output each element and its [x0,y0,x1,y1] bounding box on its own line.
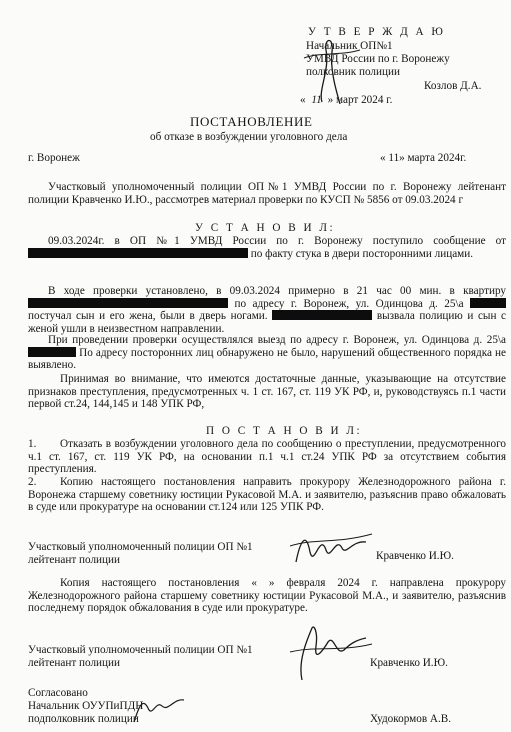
approval-date: « 11 » март 2024 г. [300,94,393,106]
signature1-position: Участковый уполномоченный полиции ОП №1 [28,541,253,553]
approval-name: Козлов Д.А. [424,80,482,92]
signature2-name: Кравченко И.Ю. [370,657,448,669]
established-label: У С Т А Н О В И Л: [195,222,336,234]
resolved-label: П О С Т А Н О В И Л: [206,425,363,437]
document-title: ПОСТАНОВЛЕНИЕ [190,114,313,129]
resolved-item-2: 2. Копию настоящего постановления направить прокурору Железнодорожного района г. Воронежа старшему советнику юстиции Рукасовой М.А. и заявителю, разъяснив право обжаловать в суде или прокуратуре на основании ст.124 или 125 УПК РФ. [28,476,506,514]
established-paragraph-1: 09.03.2024г. в ОП №1 УМВД России по г. Воронежу поступило сообщение от по факту стука в двери посторонними лицами. [28,235,506,260]
document-city: г. Воронеж [28,152,80,164]
redaction [28,347,76,357]
signature1-signature [286,522,376,572]
agreed-rank: подполковник полиции [28,713,139,725]
signature1-name: Кравченко И.Ю. [376,550,454,562]
signature2-position: Участковый уполномоченный полиции ОП №1 [28,644,253,656]
document-subtitle: об отказе в возбуждении уголовного дела [150,131,348,143]
established-paragraph-4: Принимая во внимание, что имеются достаточные данные, указывающие на отсутствие признаков преступления, предусмотренных ч. 1 ст. 167, ст. 119 УК РФ, и, руководствуясь п.1 части первой ст.24, 144,145 и 148 УПК РФ, [28,373,506,411]
document-date: « 11» марта 2024г. [380,152,467,164]
redaction [28,248,248,258]
approval-rank: полковник полиции [306,66,400,78]
copy-note: Копия настоящего постановления « » февраля 2024 г. направлена прокурору Железнодорожного района старшему советнику юстиции Рукасовой М.А., и заявителю, разъяснив последнему порядок обжалования в суде или прокуратуре. [28,577,506,615]
signature2-signature [284,622,374,684]
established-paragraph-3: При проведении проверки осуществлялся выезд по адресу г. Воронеж, ул. Одинцова д. 25\а По адресу посторонних лиц обнаружено не было, нарушений общественного порядка не выявлено. [28,334,506,372]
redaction [28,298,228,308]
signature1-rank: лейтенант полиции [28,554,120,566]
resolved-item-1: 1. Отказать в возбуждении уголовного дела по сообщению о преступлении, предусмотренного ч.1 ст. 167, ст. 119 УК РФ, на основании п.1 ч.1 ст.24 УПК РФ за отсутствием события преступления. [28,438,506,476]
agreed-name: Худокормов А.В. [370,713,452,725]
agreed-signature [128,686,188,728]
signature2-rank: лейтенант полиции [28,657,120,669]
intro-paragraph: Участковый уполномоченный полиции ОП№1 УМВД России по г. Воронежу лейтенант полиции Кравченко И.Ю., рассмотрев материал проверки по КУСП № 5856 от 09.03.2024 г [28,181,506,206]
approval-signature [300,30,380,110]
agreed-label: Согласовано [28,687,88,699]
approval-word: У Т В Е Р Ж Д А Ю [308,26,446,38]
redaction [470,298,506,308]
approval-department: УМВД России по г. Воронежу [306,53,450,65]
agreed-position: Начальник ОУУПиПДН [28,700,144,712]
redaction [272,310,372,320]
established-paragraph-2: В ходе проверки установлено, в 09.03.2024 примерно в 21 час 00 мин. в квартиру по адресу г. Воронеж, ул. Одинцова д. 25\а постучал сын и его жена, были в дверь ногами. вызвала полицию и сын с женой ушли в неизвестном направлении. [28,285,507,335]
approval-position: Начальник ОП№1 [306,40,393,52]
